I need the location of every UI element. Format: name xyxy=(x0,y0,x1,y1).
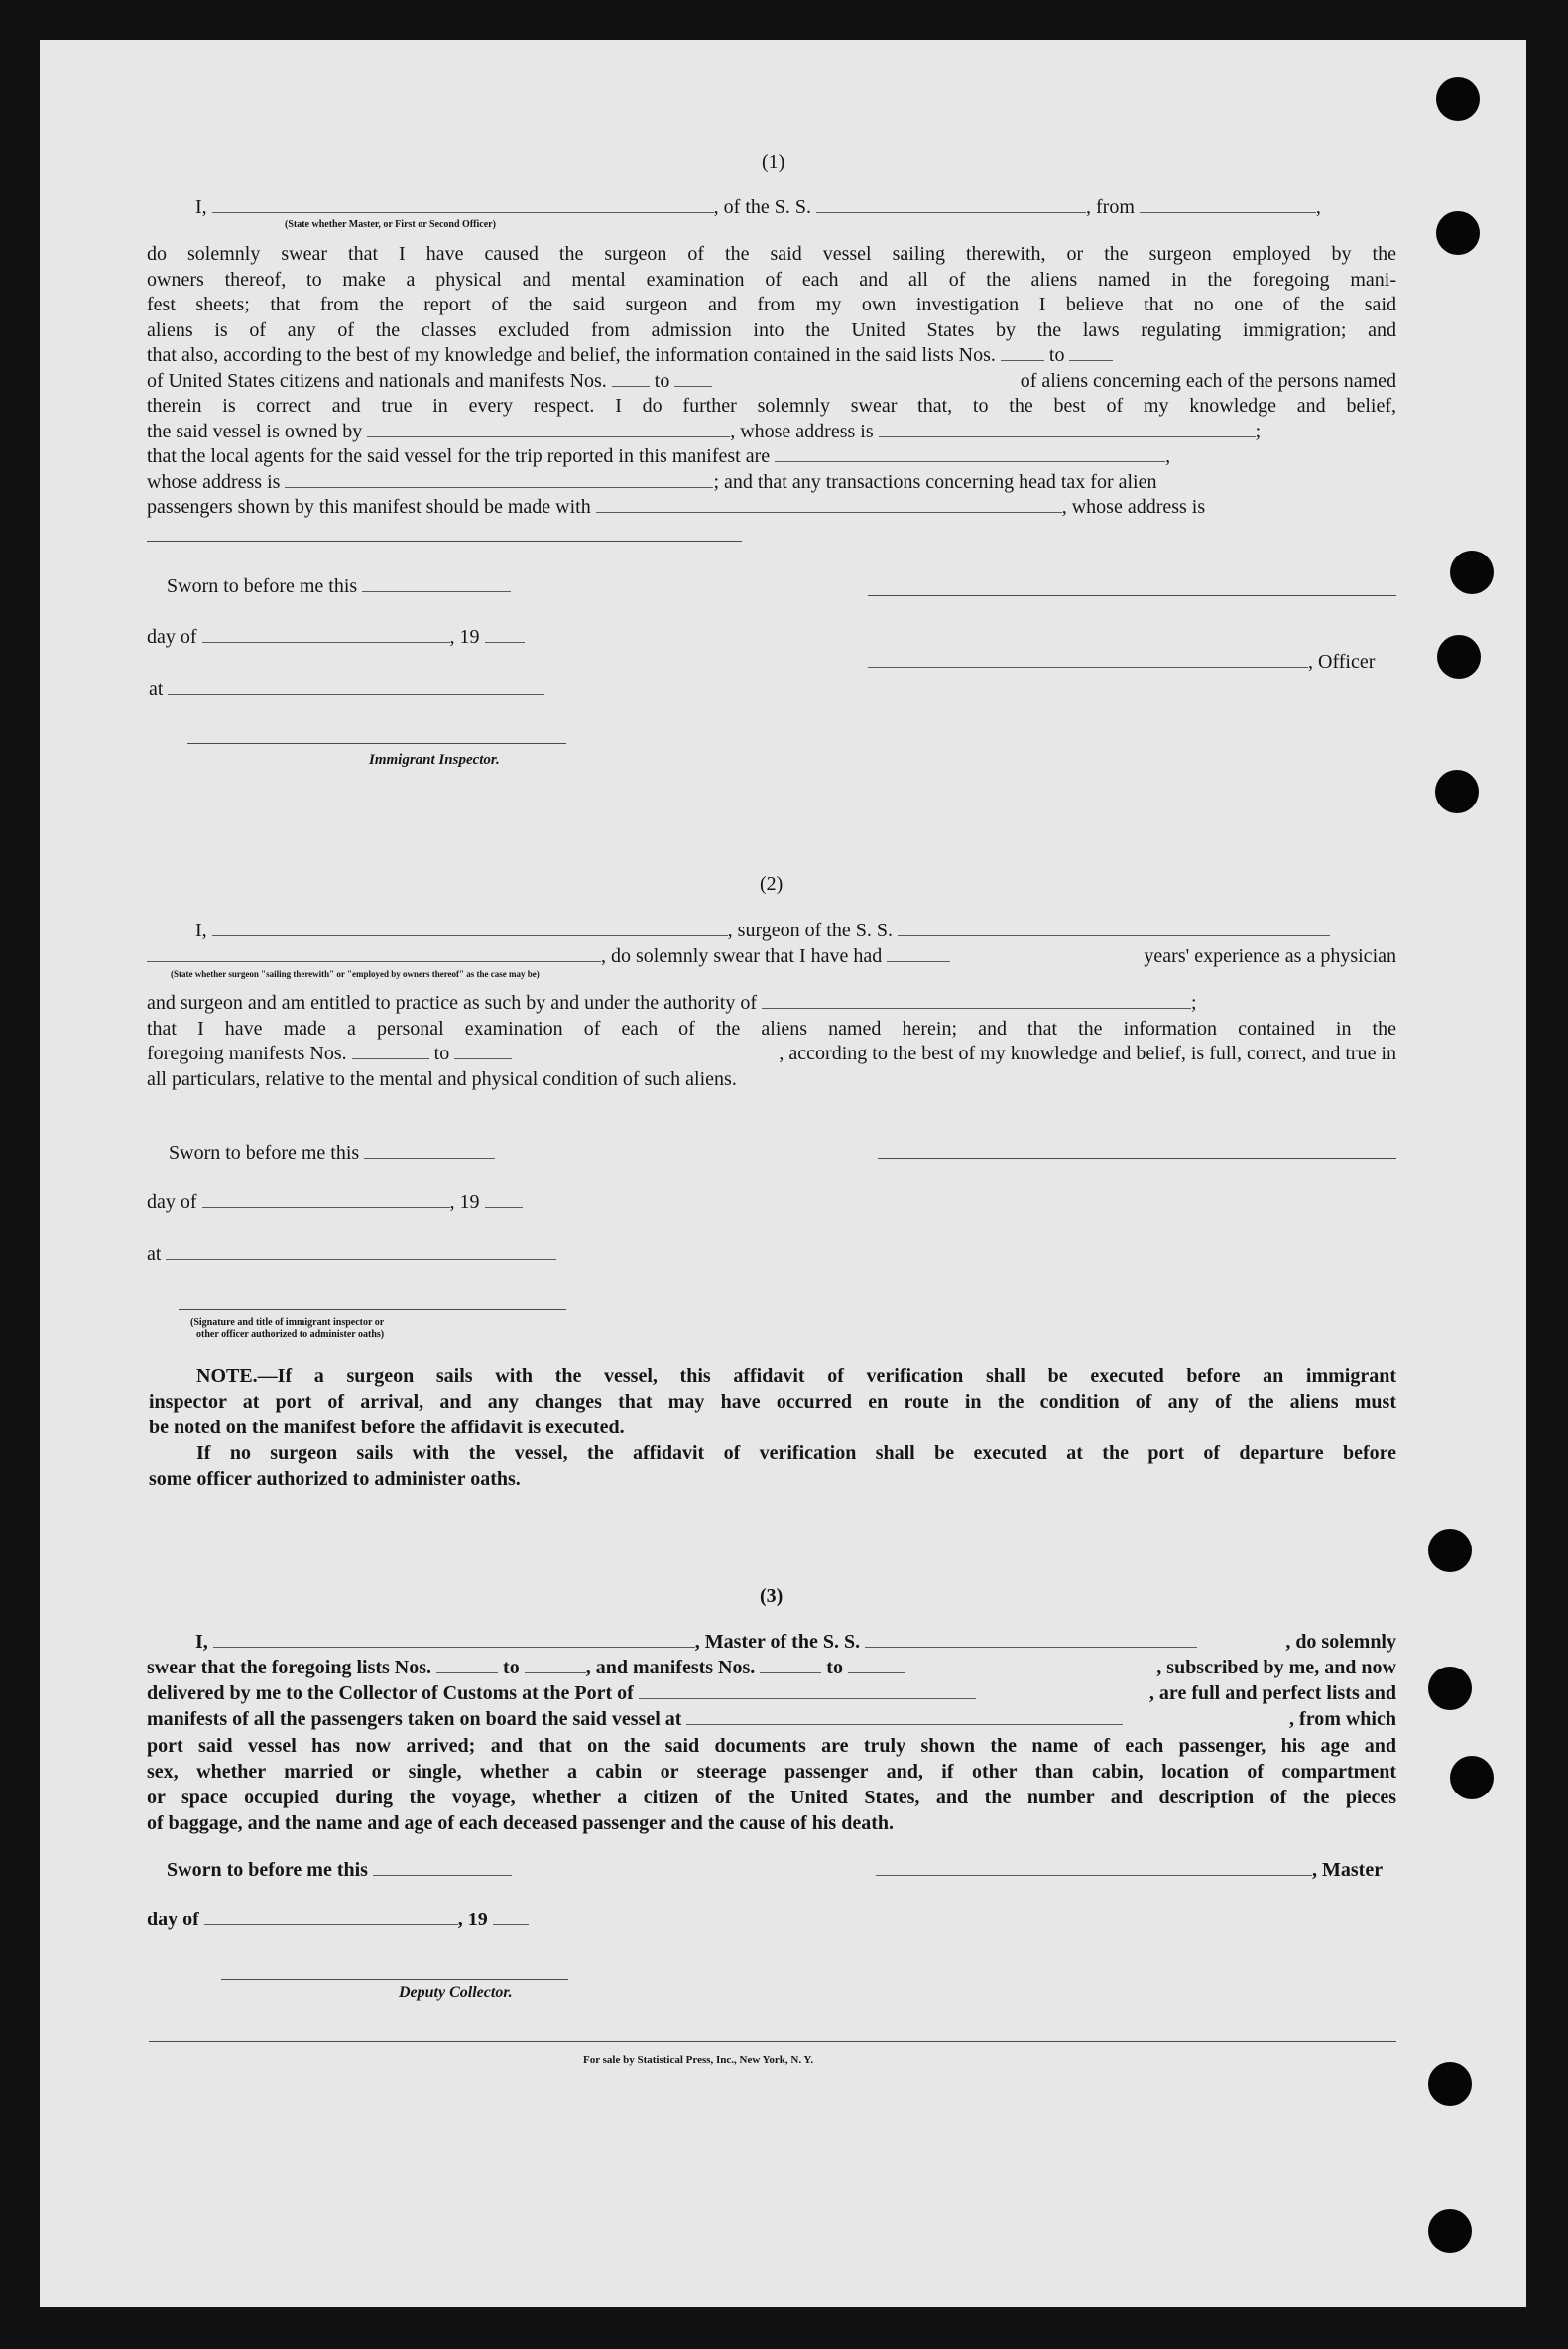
section-1-line: aliens is of any of the classes excluded from admission into the United States by the laws regulating immigration; and xyxy=(147,318,1396,341)
head-tax-party-field[interactable] xyxy=(596,495,1062,513)
foregoing-text-b: , according to the best of my knowledge and belief, is full, correct, and true in xyxy=(779,1043,1396,1064)
section-1-number: (1) xyxy=(762,151,785,173)
port-field[interactable] xyxy=(639,1681,976,1699)
punch-hole xyxy=(1450,1756,1494,1799)
officer-signature-field[interactable] xyxy=(868,650,1308,668)
owner-field[interactable] xyxy=(367,420,730,437)
owned-end: ; xyxy=(1255,420,1262,442)
swear-to-text-2: to xyxy=(826,1657,843,1678)
signature-hint: other officer authorized to administer oaths) xyxy=(196,1329,385,1340)
punch-hole xyxy=(1436,77,1480,121)
lists-from-field[interactable] xyxy=(436,1656,498,1673)
year-text: , 19 xyxy=(449,626,480,648)
year-text: , 19 xyxy=(457,1909,488,1930)
passengers-line xyxy=(147,495,1205,519)
note-line: be noted on the manifest before the affidavit is executed. xyxy=(149,1417,625,1438)
foregoing-text: foregoing manifests Nos. xyxy=(147,1043,347,1064)
authority-text: and surgeon and am entitled to practice as such by and under the authority of xyxy=(147,992,757,1014)
manifests-to-field[interactable] xyxy=(674,369,712,387)
year-field[interactable] xyxy=(485,625,525,643)
year-field[interactable] xyxy=(493,1908,529,1925)
month-field[interactable] xyxy=(202,625,450,643)
manifests-to-text: to xyxy=(654,369,670,392)
section-1-line: fest sheets; that from the report of the said surgeon and from my own investigation I believe that no one of the said xyxy=(147,294,1396,315)
vessel-name-field[interactable] xyxy=(816,195,1086,213)
section-1-line: do solemnly swear that I have caused the surgeon of the said vessel sailing therewith, or the surgeon employed by the xyxy=(147,243,1396,265)
delivered-text: delivered by me to the Collector of Customs at the Port of xyxy=(147,1682,634,1704)
officer-signature xyxy=(868,650,1375,674)
owner-address-field[interactable] xyxy=(879,420,1256,437)
day-of-2 xyxy=(147,1190,523,1214)
month-field[interactable] xyxy=(204,1908,458,1925)
punch-hole xyxy=(1428,1529,1472,1572)
foregoing-from-field[interactable] xyxy=(352,1042,429,1059)
surgeon-name-field[interactable] xyxy=(212,919,728,936)
owned-line xyxy=(147,420,1261,443)
sworn-2 xyxy=(169,1141,495,1165)
sworn-day-field[interactable] xyxy=(362,574,511,592)
day-of-text: day of xyxy=(147,1909,199,1930)
foregoing-line xyxy=(147,1042,1396,1065)
section-1-intro xyxy=(195,195,1321,219)
year-field[interactable] xyxy=(485,1190,523,1208)
intro-end: , do solemnly xyxy=(1285,1631,1396,1653)
manifests-from-field[interactable] xyxy=(612,369,650,387)
inspector-signature-line[interactable] xyxy=(179,1309,566,1310)
officer-text: , Officer xyxy=(1308,651,1376,673)
sworn-text: Sworn to before me this xyxy=(167,575,358,597)
master-signature xyxy=(876,1858,1383,1882)
sworn-day-field[interactable] xyxy=(373,1858,512,1876)
address-line xyxy=(147,470,1396,494)
day-of-text: day of xyxy=(147,1191,197,1213)
sworn-3 xyxy=(167,1858,512,1882)
section-3-line: of baggage, and the name and age of each deceased passenger and the cause of his death. xyxy=(147,1812,894,1834)
intro-vessel: , of the S. S. xyxy=(713,196,812,218)
foregoing-to-field[interactable] xyxy=(454,1042,512,1059)
manifests-line xyxy=(147,1707,1396,1731)
delivered-line xyxy=(147,1681,1396,1705)
note-line: NOTE.—If a surgeon sails with the vessel, this affidavit of verification shall be executed before an immigrant xyxy=(196,1365,1396,1387)
punch-hole xyxy=(1436,211,1480,255)
years-text: years' experience as a physician xyxy=(1144,945,1396,967)
intro-end: , xyxy=(1315,196,1321,218)
lists-text: that also, according to the best of my knowledge and belief, the information contained in the said lists Nos. xyxy=(147,344,996,366)
at-2 xyxy=(147,1242,556,1266)
surgeon-status-field[interactable] xyxy=(147,944,601,962)
delivered-end: , are full and perfect lists and xyxy=(1148,1682,1396,1704)
passengers-text: passengers shown by this manifest should be made with xyxy=(147,496,591,518)
place-field[interactable] xyxy=(168,678,544,695)
officer-name-field[interactable] xyxy=(212,195,714,213)
swear-line xyxy=(147,1656,1396,1679)
manifests-text: of United States citizens and nationals and manifests Nos. xyxy=(147,369,607,392)
particulars-line: all particulars, relative to the mental and physical condition of such aliens. xyxy=(147,1067,737,1090)
manifests-end: , from which xyxy=(1289,1708,1396,1730)
passengers-address-text: , whose address is xyxy=(1061,496,1206,518)
month-field[interactable] xyxy=(202,1190,450,1208)
section-3-line: port said vessel has now arrived; and that on the said documents are truly shown the name of each passenger, his age and xyxy=(147,1735,1396,1757)
punch-hole xyxy=(1450,551,1494,594)
agents-end: , xyxy=(1165,445,1171,467)
manifests-text: manifests of all the passengers taken on board the said vessel at xyxy=(147,1708,682,1730)
lists-to-field[interactable] xyxy=(525,1656,586,1673)
authority-end: ; xyxy=(1191,992,1197,1014)
officer-hint: (State whether Master, or First or Second Officer) xyxy=(285,219,496,230)
surgeon-signature-line[interactable] xyxy=(878,1158,1396,1159)
swear-text-c: , subscribed by me, and now xyxy=(1156,1657,1396,1678)
whose-address-text: whose address is xyxy=(147,470,281,493)
boarding-port-field[interactable] xyxy=(686,1707,1123,1725)
sworn-text: Sworn to before me this xyxy=(169,1142,360,1164)
at-1 xyxy=(149,678,544,701)
swear-text: , do solemnly swear that I have had xyxy=(601,945,883,967)
swear-text-b: , and manifests Nos. xyxy=(585,1657,756,1678)
section-2-line: that I have made a personal examination of each of the aliens named herein; and that the information contained in the xyxy=(147,1017,1396,1040)
note-line: inspector at port of arrival, and any changes that may have occurred en route in the condition of any of the aliens must xyxy=(149,1391,1396,1413)
signature-hint: (Signature and title of immigrant inspector or xyxy=(190,1317,385,1328)
intro-surgeon: , surgeon of the S. S. xyxy=(727,920,893,941)
intro-i: I, xyxy=(195,196,207,218)
footer-rule xyxy=(149,2041,1396,2042)
punch-hole xyxy=(1435,770,1479,813)
years-line xyxy=(147,944,1396,968)
departure-port-field[interactable] xyxy=(1140,195,1316,213)
deputy-signature-line[interactable] xyxy=(221,1979,568,1980)
day-of-text: day of xyxy=(147,626,197,648)
master-name-field[interactable] xyxy=(213,1630,695,1648)
intro-from: , from xyxy=(1086,196,1135,218)
footer-text: For sale by Statistical Press, Inc., New York, N. Y. xyxy=(583,2054,814,2066)
year-text: , 19 xyxy=(449,1191,480,1213)
sworn-day-field[interactable] xyxy=(364,1141,495,1159)
intro-i: I, xyxy=(195,1631,208,1653)
punch-hole xyxy=(1428,1667,1472,1710)
section-2-number: (2) xyxy=(760,873,784,895)
authority-line xyxy=(147,991,1197,1015)
authority-field[interactable] xyxy=(762,991,1191,1009)
inspector-label: Immigrant Inspector. xyxy=(369,752,500,768)
section-2-intro xyxy=(195,919,1330,942)
agents-line xyxy=(147,444,1170,468)
day-of-1 xyxy=(147,625,525,649)
signature-line[interactable] xyxy=(868,595,1396,596)
swear-text: swear that the foregoing lists Nos. xyxy=(147,1657,432,1678)
sworn-1 xyxy=(167,574,511,598)
foregoing-to-text: to xyxy=(433,1043,450,1064)
punch-hole xyxy=(1428,2062,1472,2106)
intro-master: , Master of the S. S. xyxy=(694,1631,861,1653)
place-field[interactable] xyxy=(166,1242,556,1260)
lists-from-field[interactable] xyxy=(1001,343,1044,361)
manifests-text-b: of aliens concerning each of the persons named xyxy=(1020,369,1396,392)
at-text: at xyxy=(147,1243,162,1265)
section-1-line: owners thereof, to make a physical and mental examination of each and all of the aliens named in the foregoing mani- xyxy=(147,268,1396,291)
master-text: , Master xyxy=(1312,1859,1384,1881)
manifests-to-field[interactable] xyxy=(848,1656,905,1673)
master-vessel-field[interactable] xyxy=(865,1630,1197,1648)
agents-address-field[interactable] xyxy=(285,470,713,488)
head-tax-text: ; and that any transactions concerning head tax for alien xyxy=(713,470,1157,493)
deputy-label: Deputy Collector. xyxy=(399,1984,513,2001)
at-text: at xyxy=(149,679,164,700)
note-line: If no surgeon sails with the vessel, the affidavit of verification shall be executed at the port of departure before xyxy=(196,1442,1396,1464)
agents-text: that the local agents for the said vessel for the trip reported in this manifest are xyxy=(147,445,771,467)
punch-hole xyxy=(1428,2209,1472,2253)
section-3-line: sex, whether married or single, whether a cabin or steerage passenger and, if other than cabin, location of compartment xyxy=(147,1761,1396,1783)
owned-by-text: the said vessel is owned by xyxy=(147,420,363,442)
section-3-line: or space occupied during the voyage, whether a citizen of the United States, and the number and description of the pieces xyxy=(147,1787,1396,1808)
years-field[interactable] xyxy=(887,944,950,962)
owned-address-text: , whose address is xyxy=(730,420,874,442)
manifests-line xyxy=(147,369,1396,393)
section-3-number: (3) xyxy=(760,1585,784,1607)
swear-to-text: to xyxy=(503,1657,520,1678)
punch-hole xyxy=(1437,635,1481,679)
address-continuation-line xyxy=(147,541,742,542)
lists-to-text: to xyxy=(1048,344,1065,366)
lists-to-field[interactable] xyxy=(1069,343,1113,361)
manifests-from-field[interactable] xyxy=(760,1656,821,1673)
surgeon-vessel-field[interactable] xyxy=(898,919,1330,936)
section-3-intro xyxy=(195,1630,1396,1654)
section-1-line: therein is correct and true in every respect. I do further solemnly swear that, to the best of my knowledge and belief, xyxy=(147,395,1396,417)
surgeon-hint: (State whether surgeon "sailing therewith" or "employed by owners thereof" as the case may be) xyxy=(171,969,540,979)
master-signature-field[interactable] xyxy=(876,1858,1312,1876)
lists-line xyxy=(147,343,1113,367)
day-of-3 xyxy=(147,1908,529,1931)
inspector-signature-line[interactable] xyxy=(187,743,566,744)
agents-field[interactable] xyxy=(775,444,1165,462)
sworn-text: Sworn to before me this xyxy=(167,1859,368,1881)
intro-i: I, xyxy=(195,920,207,941)
note-line: some officer authorized to administer oaths. xyxy=(149,1468,521,1490)
